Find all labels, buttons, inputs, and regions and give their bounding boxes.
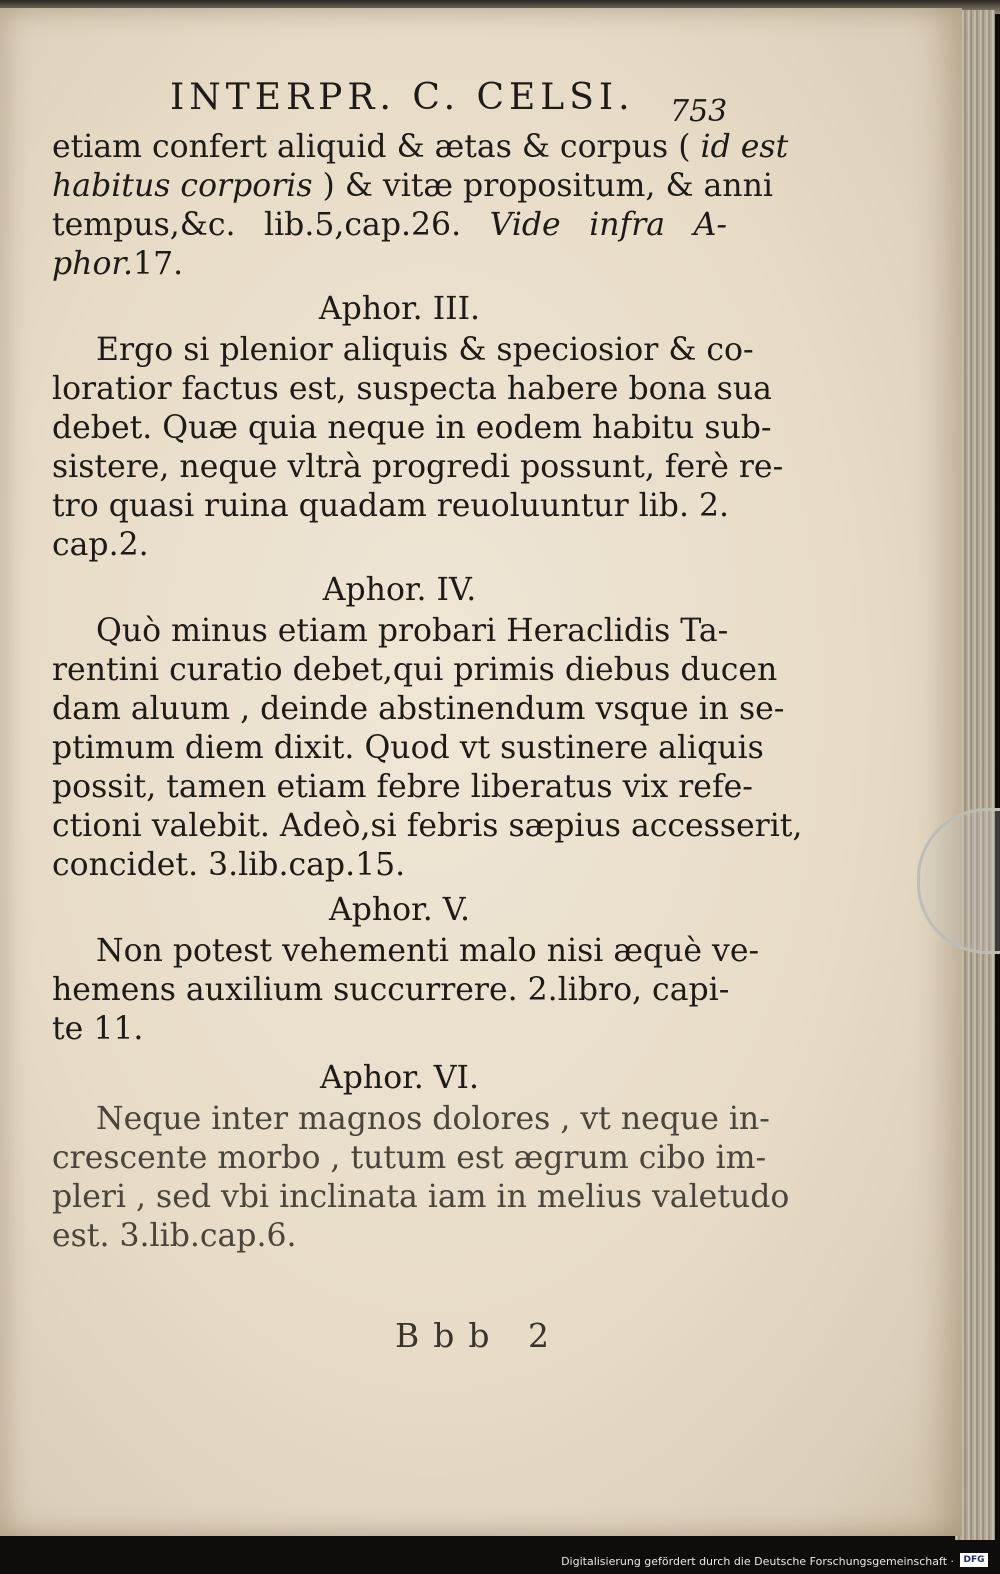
text-line: est. 3.lib.cap.6. <box>52 1218 297 1254</box>
text-line: pleri , sed vbi inclinata iam in melius valetudo <box>52 1179 790 1215</box>
text-line: sistere, neque vltrà progredi possunt, ferè re- <box>52 449 784 485</box>
signature-mark: Bbb 2 <box>395 1316 563 1355</box>
text-line: te 11. <box>52 1011 144 1047</box>
text-line: etiam confert aliquid & ætas & corpus ( id est <box>52 129 789 165</box>
aphorism-heading: Aphor. V. <box>328 892 471 928</box>
page-header <box>52 70 727 128</box>
aphorism-text <box>52 331 784 565</box>
text-line: rentini curatio debet,qui primis diebus ducen <box>52 652 778 688</box>
text-line: Ergo si plenior aliquis & speciosior & co- <box>96 332 754 368</box>
text-line: debet. Quæ quia neque in eodem habitu sub- <box>52 410 772 446</box>
digitization-credit: Digitalisierung gefördert durch die Deutsche Forschungsgemeinschaft · <box>561 1555 954 1568</box>
aphorism-text <box>52 612 803 885</box>
page-text <box>52 70 803 1256</box>
text-line: crescente morbo , tutum est ægrum cibo im- <box>52 1140 767 1176</box>
aphorism-heading: Aphor. III. <box>318 291 481 327</box>
text-line: ptimum diem dixit. Quod vt sustinere aliquis <box>52 730 764 766</box>
text-line: hemens auxilium succurrere. 2.libro, capi- <box>52 972 730 1008</box>
text-line: Quò minus etiam probari Heraclidis Ta- <box>96 613 729 649</box>
text-line: tempus,&c. lib.5,cap.26. Vide infra A- <box>52 207 727 243</box>
text-line: concidet. 3.lib.cap.15. <box>52 847 406 883</box>
text-line: ctioni valebit. Adeò,si febris sæpius accesserit, <box>52 808 803 844</box>
text-line: habitus corporis ) & vitæ propositum, & anni <box>52 168 773 204</box>
aphorism-text <box>52 1100 790 1256</box>
running-head: INTERPR. C. CELSI. <box>170 77 635 118</box>
text-line: loratior factus est, suspecta habere bona sua <box>52 371 772 407</box>
page-number: 753 <box>670 94 728 129</box>
intro-paragraph <box>52 128 789 284</box>
text-line: Non potest vehementi malo nisi æquè ve- <box>96 933 760 969</box>
text-line: Neque inter magnos dolores , vt neque in- <box>96 1101 770 1137</box>
text-line: dam aluum , deinde abstinendum vsque in se- <box>52 691 785 727</box>
aphorism-heading: Aphor. IV. <box>322 572 477 608</box>
text-line: phor.17. <box>52 246 184 282</box>
text-line: cap.2. <box>52 527 149 563</box>
dfg-logo-icon: DFG <box>960 1553 988 1567</box>
text-line: tro quasi ruina quadam reuoluuntur lib. 2. <box>52 488 730 524</box>
text-line: possit, tamen etiam febre liberatus vix refe- <box>52 769 753 805</box>
aphorism-text <box>52 932 760 1049</box>
aphorism-heading: Aphor. VI. <box>320 1060 479 1096</box>
